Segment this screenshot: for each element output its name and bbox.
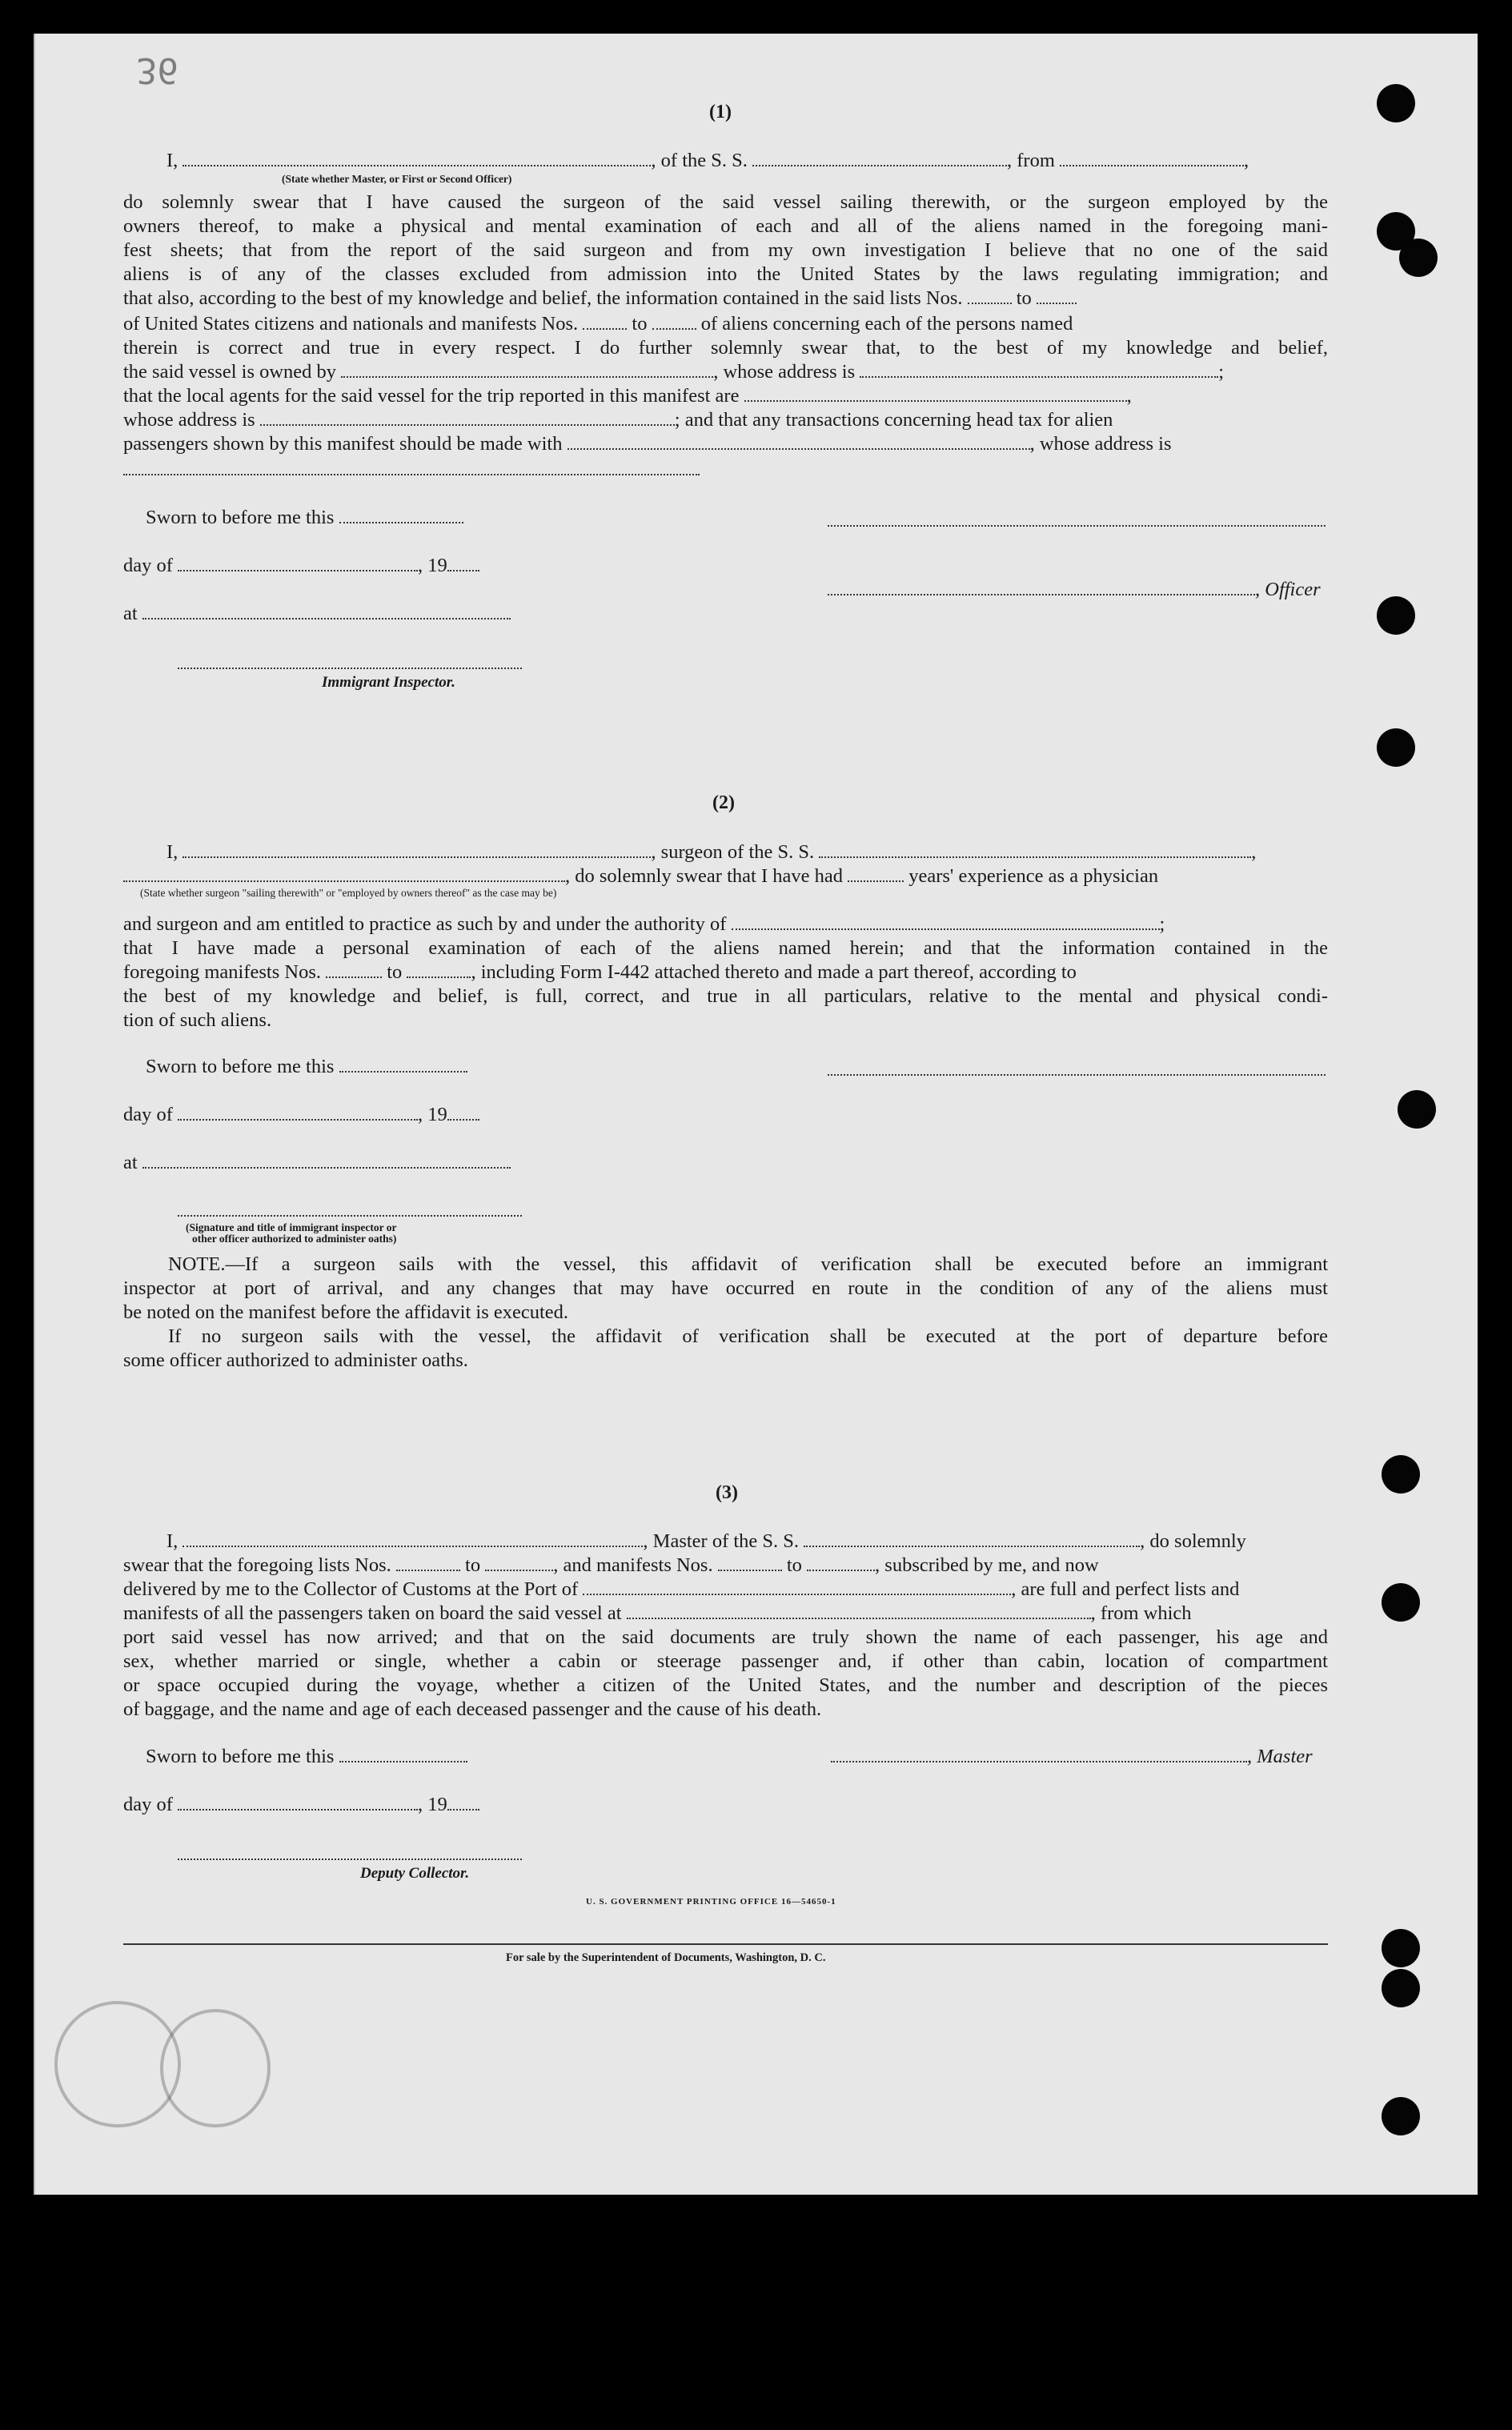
s3-deputy-sig-line bbox=[178, 1857, 522, 1860]
punch-hole bbox=[1382, 1455, 1420, 1494]
s1-extra-line bbox=[123, 472, 700, 475]
s3-dayof: day of , 19 bbox=[123, 1793, 479, 1817]
punch-hole bbox=[1382, 1583, 1420, 1622]
s3-sworn: Sworn to before me this bbox=[146, 1745, 467, 1769]
s1-body-line: do solemnly swear that I have caused the surgeon of the said vessel sailing therewith, or the surgeon employed by the bbox=[123, 191, 1328, 213]
s1-body-line: owners thereof, to make a physical and mental examination of each and all of the aliens named in the foregoing mani- bbox=[123, 215, 1328, 237]
s2-line-4: that I have made a personal examination of each of the aliens named herein; and that the information contained in the bbox=[123, 937, 1328, 959]
gpo-imprint: U. S. GOVERNMENT PRINTING OFFICE 16—54650-1 bbox=[586, 1897, 836, 1907]
faded-stamp-2 bbox=[160, 2009, 271, 2127]
punch-hole bbox=[1399, 239, 1438, 277]
footer-rule bbox=[123, 1943, 1328, 1945]
s2-line-3: and surgeon and am entitled to practice as such by and under the authority of ; bbox=[123, 913, 1165, 935]
s1-sworn: Sworn to before me this bbox=[146, 506, 463, 530]
s2-note-line: some officer authorized to administer oaths. bbox=[123, 1349, 468, 1371]
s3-deputy-label: Deputy Collector. bbox=[360, 1865, 470, 1882]
punch-hole bbox=[1382, 2097, 1420, 2135]
punch-hole bbox=[1377, 84, 1415, 122]
punch-hole bbox=[1382, 1929, 1420, 1967]
s1-agents-line: that the local agents for the said vessel for the trip reported in this manifest are , bbox=[123, 385, 1132, 407]
s1-at: at bbox=[123, 602, 511, 626]
punch-hole bbox=[1377, 596, 1415, 635]
punch-hole bbox=[1382, 1969, 1420, 2007]
s2-note-line: be noted on the manifest before the affidavit is executed. bbox=[123, 1301, 569, 1323]
s2-line-7: tion of such aliens. bbox=[123, 1009, 272, 1031]
s2-line-6: the best of my knowledge and belief, is full, correct, and true in all particulars, relative to the mental and physical condi- bbox=[123, 985, 1328, 1007]
s2-note-line: inspector at port of arrival, and any changes that may have occurred en route in the condition of any of the aliens must bbox=[123, 1277, 1328, 1299]
s2-inspector-sig-line bbox=[178, 1213, 522, 1217]
header-number: 36 bbox=[136, 50, 178, 90]
s1-body-line: fest sheets; that from the report of the said surgeon and from my own investigation I believe that no one of the said bbox=[123, 239, 1328, 261]
s1-line-1: I, , of the S. S. , from , bbox=[166, 150, 1249, 171]
punch-hole bbox=[1377, 728, 1415, 767]
s3-line-2: swear that the foregoing lists Nos. to , and manifests Nos. to , subscribed by me, and now bbox=[123, 1554, 1099, 1576]
s2-sig-caption-1: (Signature and title of immigrant inspector or bbox=[186, 1221, 397, 1233]
s1-dayof: day of , 19 bbox=[123, 554, 479, 578]
s1-officer-sig-line bbox=[828, 523, 1326, 527]
s2-at: at bbox=[123, 1151, 511, 1175]
s1-officer-line: , Officer bbox=[828, 578, 1321, 602]
section-3-heading: (3) bbox=[716, 1482, 738, 1503]
punch-hole bbox=[1398, 1090, 1436, 1129]
s1-inspector-label: Immigrant Inspector. bbox=[322, 674, 455, 691]
s1-whose-line: whose address is ; and that any transactions concerning head tax for alien bbox=[123, 409, 1113, 431]
s2-sig-caption-2: other officer authorized to administer oaths) bbox=[192, 1233, 397, 1245]
s1-owned-line: the said vessel is owned by , whose address is ; bbox=[123, 361, 1225, 383]
s3-body-line: or space occupied during the voyage, whether a citizen of the United States, and the number and description of the pieces bbox=[123, 1674, 1328, 1696]
s1-citizens-line: of United States citizens and nationals and manifests Nos. to of aliens concerning each of the persons named bbox=[123, 313, 1073, 335]
s3-master-line: , Master bbox=[831, 1745, 1313, 1769]
s2-sublabel: (State whether surgeon "sailing therewith" or "employed by owners thereof" as the case may be) bbox=[140, 887, 557, 899]
s3-body-line: sex, whether married or single, whether a cabin or steerage passenger and, if other than cabin, location of compartment bbox=[123, 1650, 1328, 1672]
section-1-heading: (1) bbox=[709, 102, 732, 122]
s2-line-1: I, , surgeon of the S. S. , bbox=[166, 841, 1257, 863]
s2-sworn: Sworn to before me this bbox=[146, 1055, 467, 1079]
s2-dayof: day of , 19 bbox=[123, 1103, 479, 1127]
s2-note-line: If no surgeon sails with the vessel, the affidavit of verification shall be executed at the port of departure before bbox=[168, 1325, 1328, 1347]
s3-body-line: of baggage, and the name and age of each deceased passenger and the cause of his death. bbox=[123, 1698, 822, 1720]
s3-line-4: manifests of all the passengers taken on board the said vessel at , from which bbox=[123, 1602, 1192, 1624]
s2-note-line: NOTE.—If a surgeon sails with the vessel, this affidavit of verification shall be executed before an immigrant bbox=[168, 1253, 1328, 1275]
s3-line-3: delivered by me to the Collector of Customs at the Port of , are full and perfect lists and bbox=[123, 1578, 1240, 1600]
footer-sale-note: For sale by the Superintendent of Documents, Washington, D. C. bbox=[506, 1951, 826, 1964]
s1-passengers-line: passengers shown by this manifest should be made with , whose address is bbox=[123, 433, 1172, 455]
section-2-heading: (2) bbox=[712, 792, 735, 813]
s1-inspector-sig-line bbox=[178, 666, 522, 669]
s1-lists-line: that also, according to the best of my knowledge and belief, the information contained in the said lists Nos. to bbox=[123, 287, 1077, 311]
s3-body-line: port said vessel has now arrived; and that on the said documents are truly shown the name of each passenger, his age and bbox=[123, 1626, 1328, 1648]
s1-therein-line: therein is correct and true in every respect. I do further solemnly swear that, to the best of my knowledge and belief, bbox=[123, 337, 1328, 359]
s2-sig-line bbox=[828, 1073, 1326, 1076]
s1-body-line: aliens is of any of the classes excluded from admission into the United States by the laws regulating immigration; and bbox=[123, 263, 1328, 285]
s3-line-1: I, , Master of the S. S. , do solemnly bbox=[166, 1530, 1246, 1552]
s2-line-5: foregoing manifests Nos. to , including Form I-442 attached thereto and made a part thereof, according to bbox=[123, 961, 1077, 983]
s2-line-2: , do solemnly swear that I have had years' experience as a physician bbox=[123, 864, 1158, 888]
s1-sublabel: (State whether Master, or First or Second Officer) bbox=[282, 173, 512, 185]
